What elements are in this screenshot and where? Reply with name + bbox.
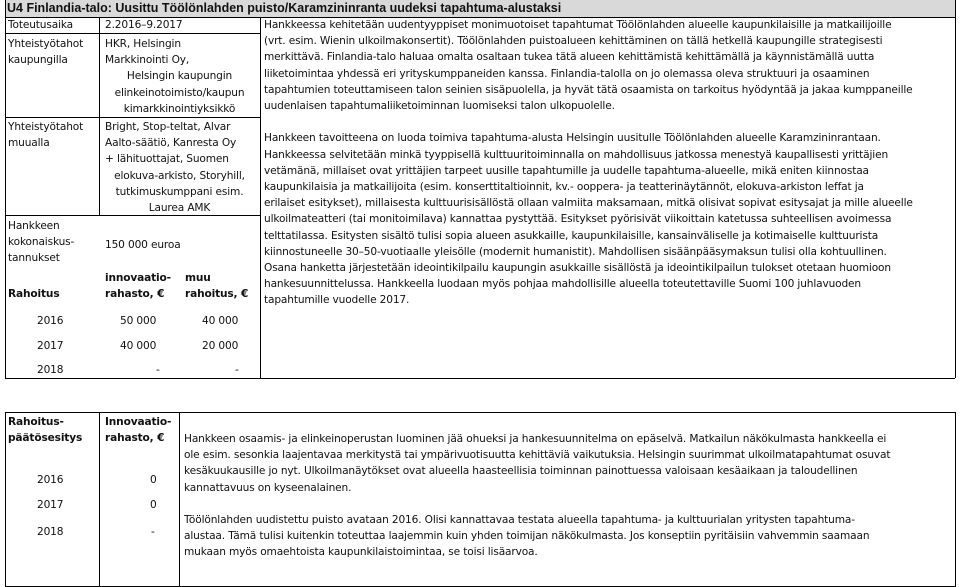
text-line: vetämänä, millaiset ovat yrittäjien tarpeet uusille tapahtumille ja uudelle tapahtuma-alueelle, mikä eniten kiinnostaa: [264, 164, 869, 177]
divider: [5, 117, 260, 118]
divider: [955, 0, 956, 378]
divider: [99, 412, 100, 587]
divider: [260, 17, 261, 378]
funding-innovation: 40 000: [120, 340, 157, 352]
text-line: kannattavuus on kyseenalainen.: [184, 481, 352, 494]
text-line: Hankkeen tavoitteena on luoda toimiva tapahtuma-alusta Helsingin uusitulle Töölönlahden alueelle Karamzininrantaan.: [264, 132, 881, 145]
funding-col-innovation: innovaatio- rahasto, €: [105, 272, 171, 301]
decision-year: 2016: [37, 474, 64, 486]
text-line: Hankkeen osaamis- ja elinkeinoperustan luominen jää ohueksi ja hankesuunnitelma on epäselvä. Matkailun näkökulmasta hankkeella ei: [184, 433, 887, 445]
text-line: Osana hanketta järjestetään ideointikilpailu kaupungin asukkaille sisällöstä ja ideointikilpailun tulokset otetaan huomioon: [264, 262, 891, 275]
partners-other-label: Yhteistyötahot muualla: [8, 121, 84, 150]
text-line: hankesuunnittelussa. Hankkeella luodaan myös pohjaa mahdollisille alueella toteutettaville Suomi 100 juhlavuoden: [264, 278, 861, 291]
decision-year: 2017: [37, 499, 64, 511]
funding-year: 2018: [37, 364, 64, 376]
text-line: erilaiset esitykset), millaisesta kulttuurisisällöstä ollaan valmiita maksamaan, mitkä olisivat sopivat esitysajat ja mille alueelle: [264, 197, 913, 210]
funding-innovation: -: [156, 364, 160, 376]
total-cost-value: 150 000 euroa: [105, 239, 181, 251]
text-line: ulkoilmateatteri (tai monitoimilava) kannattaa pystyttää. Esitykset pyörisivät viikoittain katetussa suhteellisen avoimessa: [264, 213, 892, 226]
decision-label: Rahoitus- päätösesitys: [8, 416, 83, 445]
funding-other: 40 000: [202, 315, 239, 327]
text-line: tapahtumille vuodelle 2017.: [264, 294, 410, 307]
text-line: liiketoimintaa yhdessä eri yrityskumppaneiden kanssa. Finlandia-talolla on jo olemassa oleva struktuuri ja osaaminen: [264, 67, 870, 80]
text-line: telttatilassa. Esitysten sisältö tulisi sopia alueen asukkaille, kaupunkilaisille, kansainväliselle ja kotimaiselle kulttuurista: [264, 229, 879, 242]
text-line: [264, 114, 913, 130]
decision-value: 0: [150, 474, 157, 486]
funding-label: Rahoitus: [8, 288, 60, 300]
partners-city-value: HKR, Helsingin Markkinointi Oy, Helsingin kaupungin elinkeinotoimisto/kaupun kimarkkinointiyksikkö: [105, 38, 245, 115]
project-description: [264, 17, 913, 309]
text-line: Hankkeessa selvitetään minkä tyyppisellä kulttuuritoiminnalla on mahdollisuus jatkossa menestyä kaupallisesti yrittäjien: [264, 148, 889, 161]
text-line: alustaa. Tämä tulisi kuitenkin toteuttaa laajemmin kuin yhden toimijan näkökulmasta. Jos konseptiin pyritäisiin vahvemmin saamaan: [184, 530, 870, 543]
text-line: kaupunkilaisia ja matkailijoita (esim. konserttitaltioinnit, kv.- ooppera- ja teatterinäytännöt, elokuva-arkiston leffat ja: [264, 181, 864, 194]
document-title: U4 Finlandia-talo: Uusittu Töölönlahden puisto/Karamzininranta uudeksi tapahtuma-alustaksi: [5, 0, 955, 17]
text-line: Töölönlahden uudistettu puisto avataan 2016. Olisi kannattavaa testata alueella tapahtuma- ja kulttuurialan yritysten tapahtuma-: [184, 514, 855, 526]
text-line: mukaan myös omaehtoista kaupunkilaistoimintaa, se toisi lisäarvoa.: [184, 546, 538, 559]
divider: [5, 378, 955, 379]
partners-other-value: Bright, Stop-teltat, Alvar Aalto-säätiö, Kanresta Oy + lähituottajat, Suomen elokuva-arkisto, Storyhill, tutkimuskumppani esim. Laurea AMK: [105, 121, 245, 215]
funding-col-other: muu rahoitus, €: [185, 272, 249, 301]
text-line: Hankkeessa kehitetään uudentyyppiset monimuotoiset tapahtumat Töölönlahden alueelle kaupunkilaisille ja matkailijoille: [264, 19, 892, 31]
implementation-label: Toteutusaika: [8, 19, 73, 31]
text-line: [184, 496, 890, 512]
divider: [5, 0, 6, 378]
total-cost-label: Hankkeen kokonaiskus- tannukset: [8, 220, 75, 265]
divider: [179, 412, 180, 587]
decision-col-head: Innovaatio- rahasto, €: [105, 416, 172, 445]
text-line: kiinnostuneelle 30–50-vuotiaalle yleisölle (modernit humanistit). Mahdollisen sisäänpääsymaksun tulisi olla kohtuullinen.: [264, 245, 887, 258]
partners-city-label: Yhteistyötahot kaupungilla: [8, 38, 84, 67]
funding-year: 2017: [37, 340, 64, 352]
divider: [955, 412, 956, 587]
text-line: kesäkuukausille jo nyt. Ulkoilmanäytökset ovat alueella haasteellisia toiminnan painottuessa valoisaan kesäaikaan ja taloudellinen: [184, 465, 858, 478]
decision-value: 0: [150, 499, 157, 511]
funding-year: 2016: [37, 315, 64, 327]
text-line: uudenlaisen tapahtumaliiketoiminnan luomiseksi talon ulkopuolelle.: [264, 100, 615, 113]
text-line: tapahtumien toteuttamiseen talon seinien sisäpuolella, ja hyvät tätä osaamista on tarkoitus hyödyntää ja jakaa kumppaneille: [264, 83, 913, 96]
text-line: merkittävä. Finlandia-talo haluaa omalta osaltaan tukea tätä alueen kehittämistä kehittämällä ja käynnistämällä uutta: [264, 51, 875, 64]
decision-year: 2018: [37, 526, 64, 538]
text-line: ole esim. sesonkia laajentavaa merkitystä tai ympärivuotisuutta kehittäviä vaikutuksia. Helsingin suurimmat ulkoilmatapahtumat osuvat: [184, 449, 891, 462]
divider: [5, 412, 955, 413]
funding-other: -: [235, 364, 239, 376]
funding-innovation: 50 000: [120, 315, 157, 327]
implementation-value: 2.2016–9.2017: [105, 19, 183, 31]
decision-value: -: [151, 526, 155, 538]
funding-other: 20 000: [202, 340, 239, 352]
decision-text: [184, 431, 890, 561]
text-line: (vrt. esim. Wienin ulkoilmakonsertit). Töölönlahden puistoalueen kehittäminen on tällä hetkellä kaupungille strategisesti: [264, 35, 883, 48]
divider: [5, 412, 6, 587]
